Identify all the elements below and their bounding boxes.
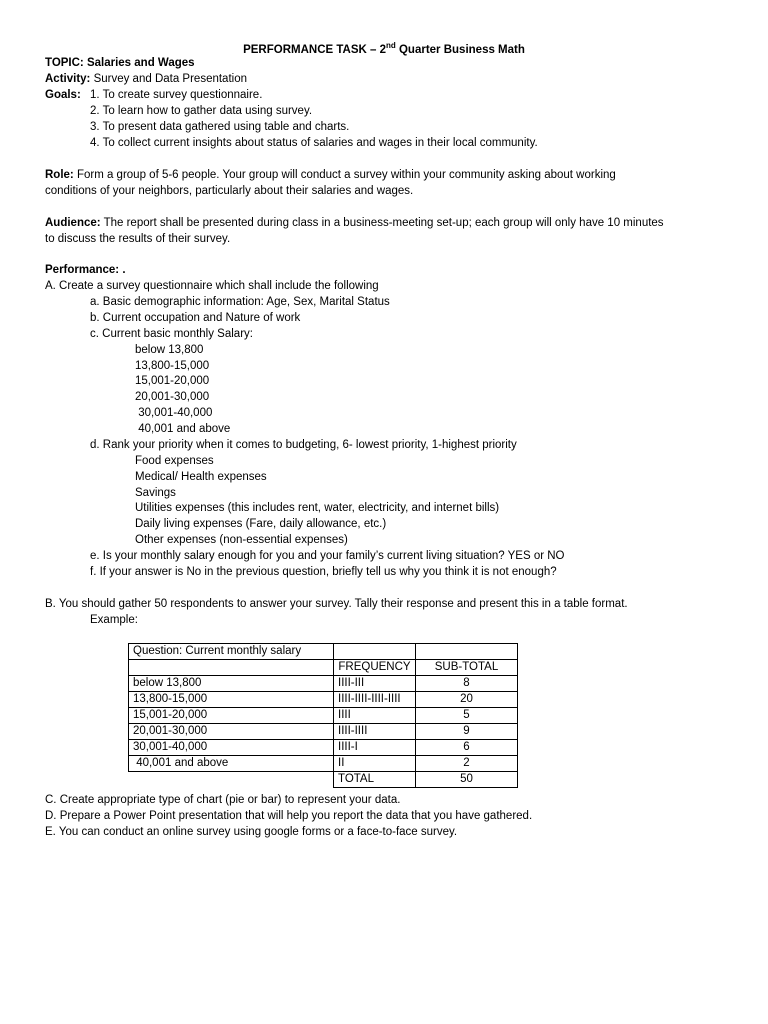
goal-item: 4. To collect current insights about status of salaries and wages in their local community. [90,137,538,149]
range-cell: 20,001-30,000 [129,724,334,740]
tally-cell: II [334,756,416,772]
subtotal-cell: 9 [416,724,518,740]
range-cell: 30,001-40,000 [129,740,334,756]
table-cell [334,644,416,660]
tally-cell: IIII-III [334,676,416,692]
tally-cell: IIII-IIII [334,724,416,740]
goals-label: Goals: [45,89,81,101]
salary-range: 13,800-15,000 [135,360,210,372]
frequency-header: FREQUENCY [334,660,416,676]
goal-item: 3. To present data gathered using table and charts. [90,121,350,133]
title-text: PERFORMANCE TASK – 2 [243,43,387,56]
part-e: E. You can conduct an online survey using google forms or a face-to-face survey. [45,826,458,838]
table-row [129,676,518,692]
salary-range: 20,001-30,000 [135,391,210,403]
salary-range: below 13,800 [135,344,204,356]
table-row [129,660,518,676]
tally-cell: IIII-IIII-IIII-IIII [334,692,416,708]
audience-label: Audience: [45,217,101,229]
total-label: TOTAL [334,772,416,788]
item-b: b. Current occupation and Nature of work [90,312,301,324]
total-value: 50 [416,772,518,788]
salary-range: 30,001-40,000 [135,407,213,419]
role-line-2: conditions of your neighbors, particularly about their salaries and wages. [45,185,414,197]
salary-range: 15,001-20,000 [135,375,210,387]
table-cell [416,644,518,660]
part-a: A. Create a survey questionnaire which shall include the following [45,280,379,292]
subtotal-cell: 8 [416,676,518,692]
part-c: C. Create appropriate type of chart (pie or bar) to represent your data. [45,794,401,806]
role-text: Form a group of 5-6 people. Your group will conduct a survey within your community asking about working [73,169,616,181]
table-row [129,692,518,708]
performance-label: Performance: . [45,264,126,276]
activity-text: Survey and Data Presentation [90,73,247,85]
table-row [129,644,518,660]
activity-label: Activity: [45,73,91,85]
empty-cell [129,772,334,788]
subtotal-cell: 5 [416,708,518,724]
range-cell: 15,001-20,000 [129,708,334,724]
audience-line-1 [45,215,664,231]
priority-item: Other expenses (non-essential expenses) [135,534,348,546]
range-cell: below 13,800 [129,676,334,692]
subtotal-cell: 20 [416,692,518,708]
title-superscript: nd [386,41,396,50]
priority-item: Utilities expenses (this includes rent, water, electricity, and internet bills) [135,502,500,514]
item-a: a. Basic demographic information: Age, Sex, Marital Status [90,296,390,308]
role-line-1 [45,167,616,183]
audience-text: The report shall be presented during class in a business-meeting set-up; each group will only have 10 minutes [100,217,664,229]
table-row [129,740,518,756]
activity-line [45,71,247,87]
priority-item: Savings [135,487,176,499]
item-c: c. Current basic monthly Salary: [90,328,253,340]
item-f: f. If your answer is No in the previous question, briefly tell us why you think it is not enough? [90,566,557,578]
part-b: B. You should gather 50 respondents to answer your survey. Tally their response and present this in a table format. [45,598,628,610]
example-label: Example: [90,614,138,626]
table-cell [129,660,334,676]
priority-item: Medical/ Health expenses [135,471,267,483]
subtotal-header: SUB-TOTAL [416,660,518,676]
subtotal-cell: 2 [416,756,518,772]
tally-cell: IIII-I [334,740,416,756]
range-cell: 40,001 and above [129,756,334,772]
audience-line-2: to discuss the results of their survey. [45,233,231,245]
goal-item: 2. To learn how to gather data using survey. [90,105,313,117]
role-label: Role: [45,169,74,181]
item-e: e. Is your monthly salary enough for you and your family’s current living situation? YES or NO [90,550,565,562]
table-row [129,708,518,724]
table-row [129,756,518,772]
salary-range: 40,001 and above [135,423,231,435]
table-row [129,772,518,788]
tally-cell: IIII [334,708,416,724]
topic-line: TOPIC: Salaries and Wages [45,57,195,69]
tally-table [128,643,518,788]
part-d: D. Prepare a Power Point presentation that will help you report the data that you have gathered. [45,810,533,822]
table-question: Question: Current monthly salary [129,644,334,660]
priority-item: Food expenses [135,455,214,467]
table-row [129,724,518,740]
priority-item: Daily living expenses (Fare, daily allowance, etc.) [135,518,387,530]
title-text-rest: Quarter Business Math [395,43,525,56]
goal-item: 1. To create survey questionnaire. [90,89,263,101]
item-d: d. Rank your priority when it comes to budgeting, 6- lowest priority, 1-highest priority [90,439,517,451]
subtotal-cell: 6 [416,740,518,756]
range-cell: 13,800-15,000 [129,692,334,708]
